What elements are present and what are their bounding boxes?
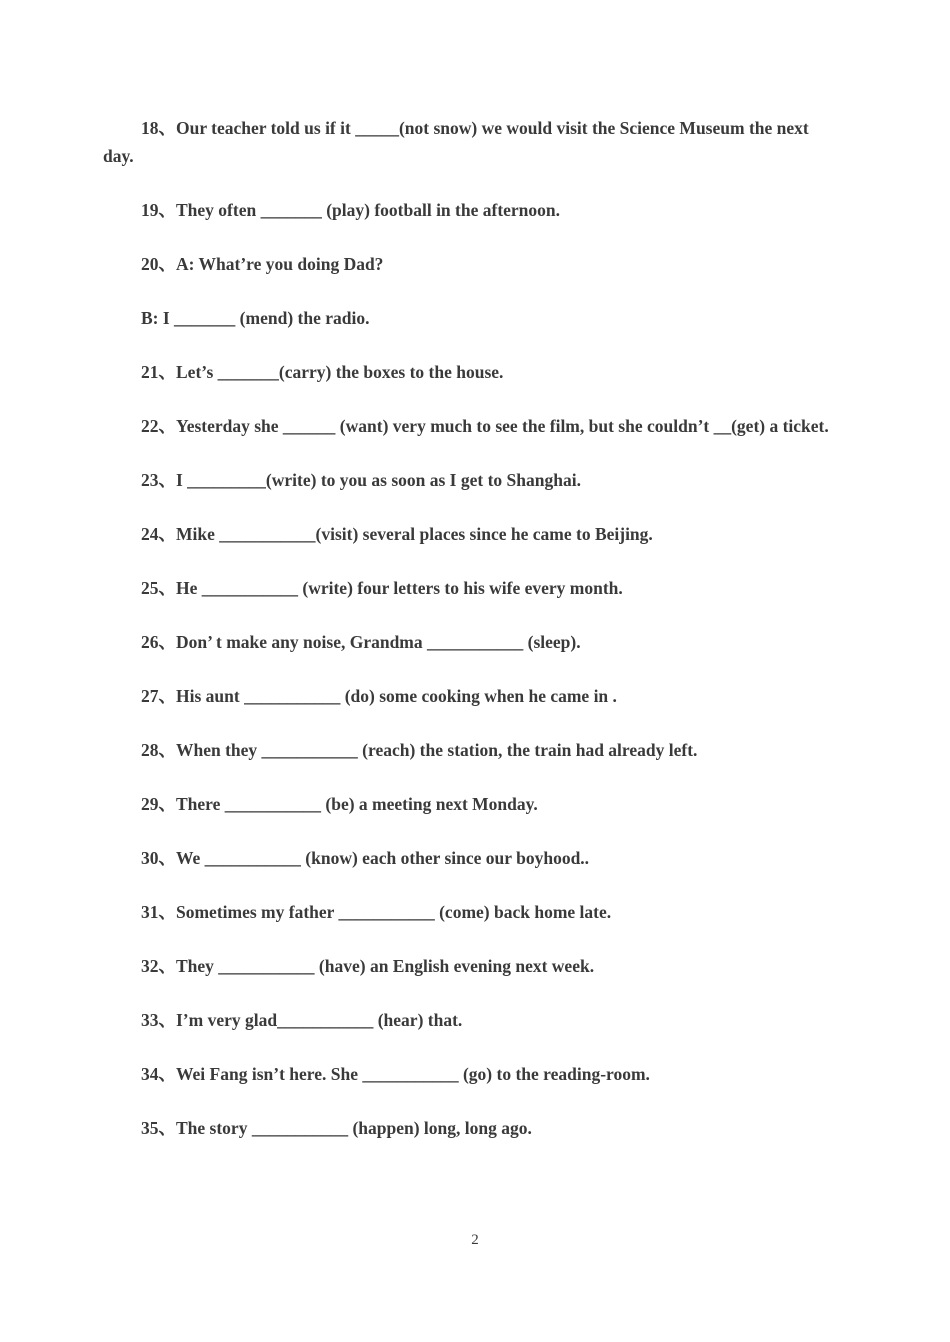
question-18: 18、Our teacher told us if it _____(not snow) we would visit the Science Museum the next day.	[103, 118, 809, 166]
exercise-list	[103, 114, 843, 1168]
question-26: 26、Don’ t make any noise, Grandma ___________ (sleep).	[141, 632, 581, 652]
question-28: 28、When they ___________ (reach) the station, the train had already left.	[141, 740, 698, 760]
question-25: 25、He ___________ (write) four letters to his wife every month.	[141, 578, 623, 598]
page-number: 2	[471, 1232, 479, 1248]
question-24: 24、Mike ___________(visit) several places since he came to Beijing.	[141, 524, 653, 544]
question-35: 35、The story ___________ (happen) long, long ago.	[141, 1118, 532, 1138]
question-29: 29、There ___________ (be) a meeting next Monday.	[141, 794, 538, 814]
question-20b: B: I _______ (mend) the radio.	[141, 308, 370, 328]
question-32: 32、They ___________ (have) an English evening next week.	[141, 956, 595, 976]
question-20a: 20、A: What’re you doing Dad?	[141, 254, 384, 274]
question-19: 19、They often _______ (play) football in the afternoon.	[141, 200, 561, 220]
question-23: 23、I _________(write) to you as soon as I get to Shanghai.	[141, 470, 581, 490]
question-30: 30、We ___________ (know) each other since our boyhood..	[141, 848, 590, 868]
question-31: 31、Sometimes my father ___________ (come) back home late.	[141, 902, 612, 922]
question-21: 21、Let’s _______(carry) the boxes to the house.	[141, 362, 504, 382]
question-34: 34、Wei Fang isn’t here. She ___________ (go) to the reading-room.	[141, 1064, 650, 1084]
question-27: 27、His aunt ___________ (do) some cooking when he came in .	[141, 686, 617, 706]
question-33: 33、I’m very glad___________ (hear) that.	[141, 1010, 463, 1030]
question-22: 22、Yesterday she ______ (want) very much to see the film, but she couldn’t __(get) a ticket.	[141, 416, 829, 436]
